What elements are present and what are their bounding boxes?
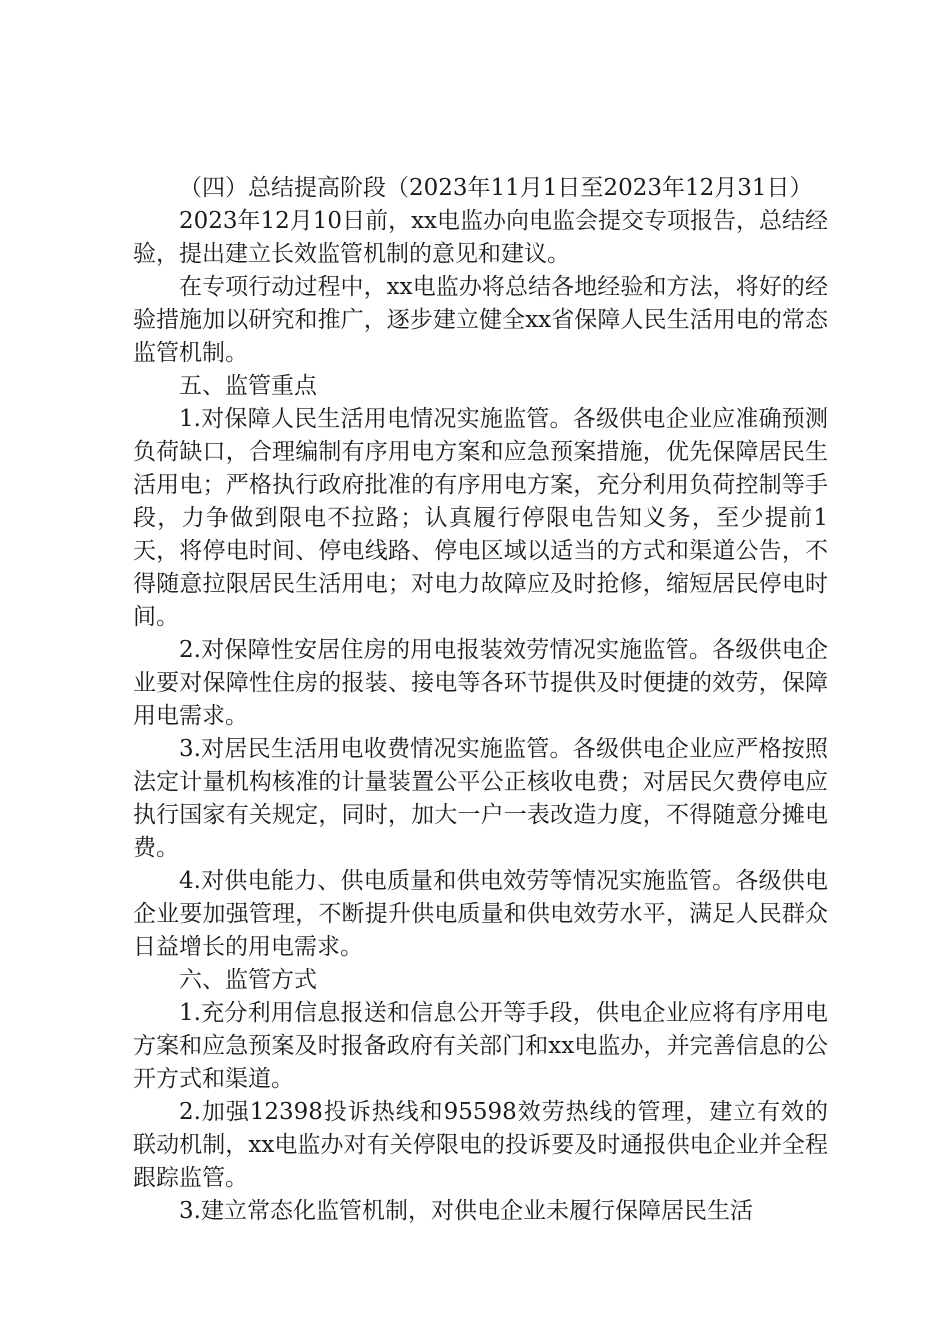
paragraph-focus-item-3: 3.对居民生活用电收费情况实施监管。各级供电企业应严格按照法定计量机构核准的计量装置公平公正核收电费；对居民欠费停电应执行国家有关规定，同时，加大一户一表改造力度，不得随意分摊电费。: [133, 736, 828, 861]
paragraph-method-item-1: 1.充分利用信息报送和信息公开等手段，供电企业应将有序用电方案和应急预案及时报备政府有关部门和xx电监办，并完善信息的公开方式和渠道。: [133, 1000, 828, 1092]
document-body: [133, 172, 828, 1228]
section-heading-supervision-methods: 六、监管方式: [179, 967, 317, 993]
paragraph-method-item-2: 2.加强12398投诉热线和95598效劳热线的管理，建立有效的联动机制，xx电监办对有关停限电的投诉要及时通报供电企业并全程跟踪监管。: [133, 1099, 828, 1191]
paragraph-focus-item-2: 2.对保障性安居住房的用电报装效劳情况实施监管。各级供电企业要对保障性住房的报装、接电等各环节提供及时便捷的效劳，保障用电需求。: [133, 637, 828, 729]
paragraph-method-item-3: 3.建立常态化监管机制，对供电企业未履行保障居民生活: [179, 1198, 753, 1224]
paragraph-focus-item-4: 4.对供电能力、供电质量和供电效劳等情况实施监管。各级供电企业要加强管理，不断提升供电质量和供电效劳水平，满足人民群众日益增长的用电需求。: [133, 868, 828, 960]
paragraph-stage-four-heading: （四）总结提高阶段（2023年11月1日至2023年12月31日）: [179, 175, 813, 201]
section-heading-supervision-focus: 五、监管重点: [179, 373, 317, 399]
paragraph-summary-experience: 在专项行动过程中，xx电监办将总结各地经验和方法，将好的经验措施加以研究和推广，逐步建立健全xx省保障人民生活用电的常态监管机制。: [133, 274, 828, 366]
paragraph-focus-item-1: 1.对保障人民生活用电情况实施监管。各级供电企业应准确预测负荷缺口，合理编制有序用电方案和应急预案措施，优先保障居民生活用电；严格执行政府批准的有序用电方案，充分利用负荷控制等手段，力争做到限电不拉路；认真履行停限电告知义务，至少提前1天，将停电时间、停电线路、停电区域以适当的方式和渠道公告，不得随意拉限居民生活用电；对电力故障应及时抢修，缩短居民停电时间。: [133, 406, 828, 630]
paragraph-report-deadline: 2023年12月10日前，xx电监办向电监会提交专项报告，总结经验，提出建立长效监管机制的意见和建议。: [133, 208, 829, 267]
